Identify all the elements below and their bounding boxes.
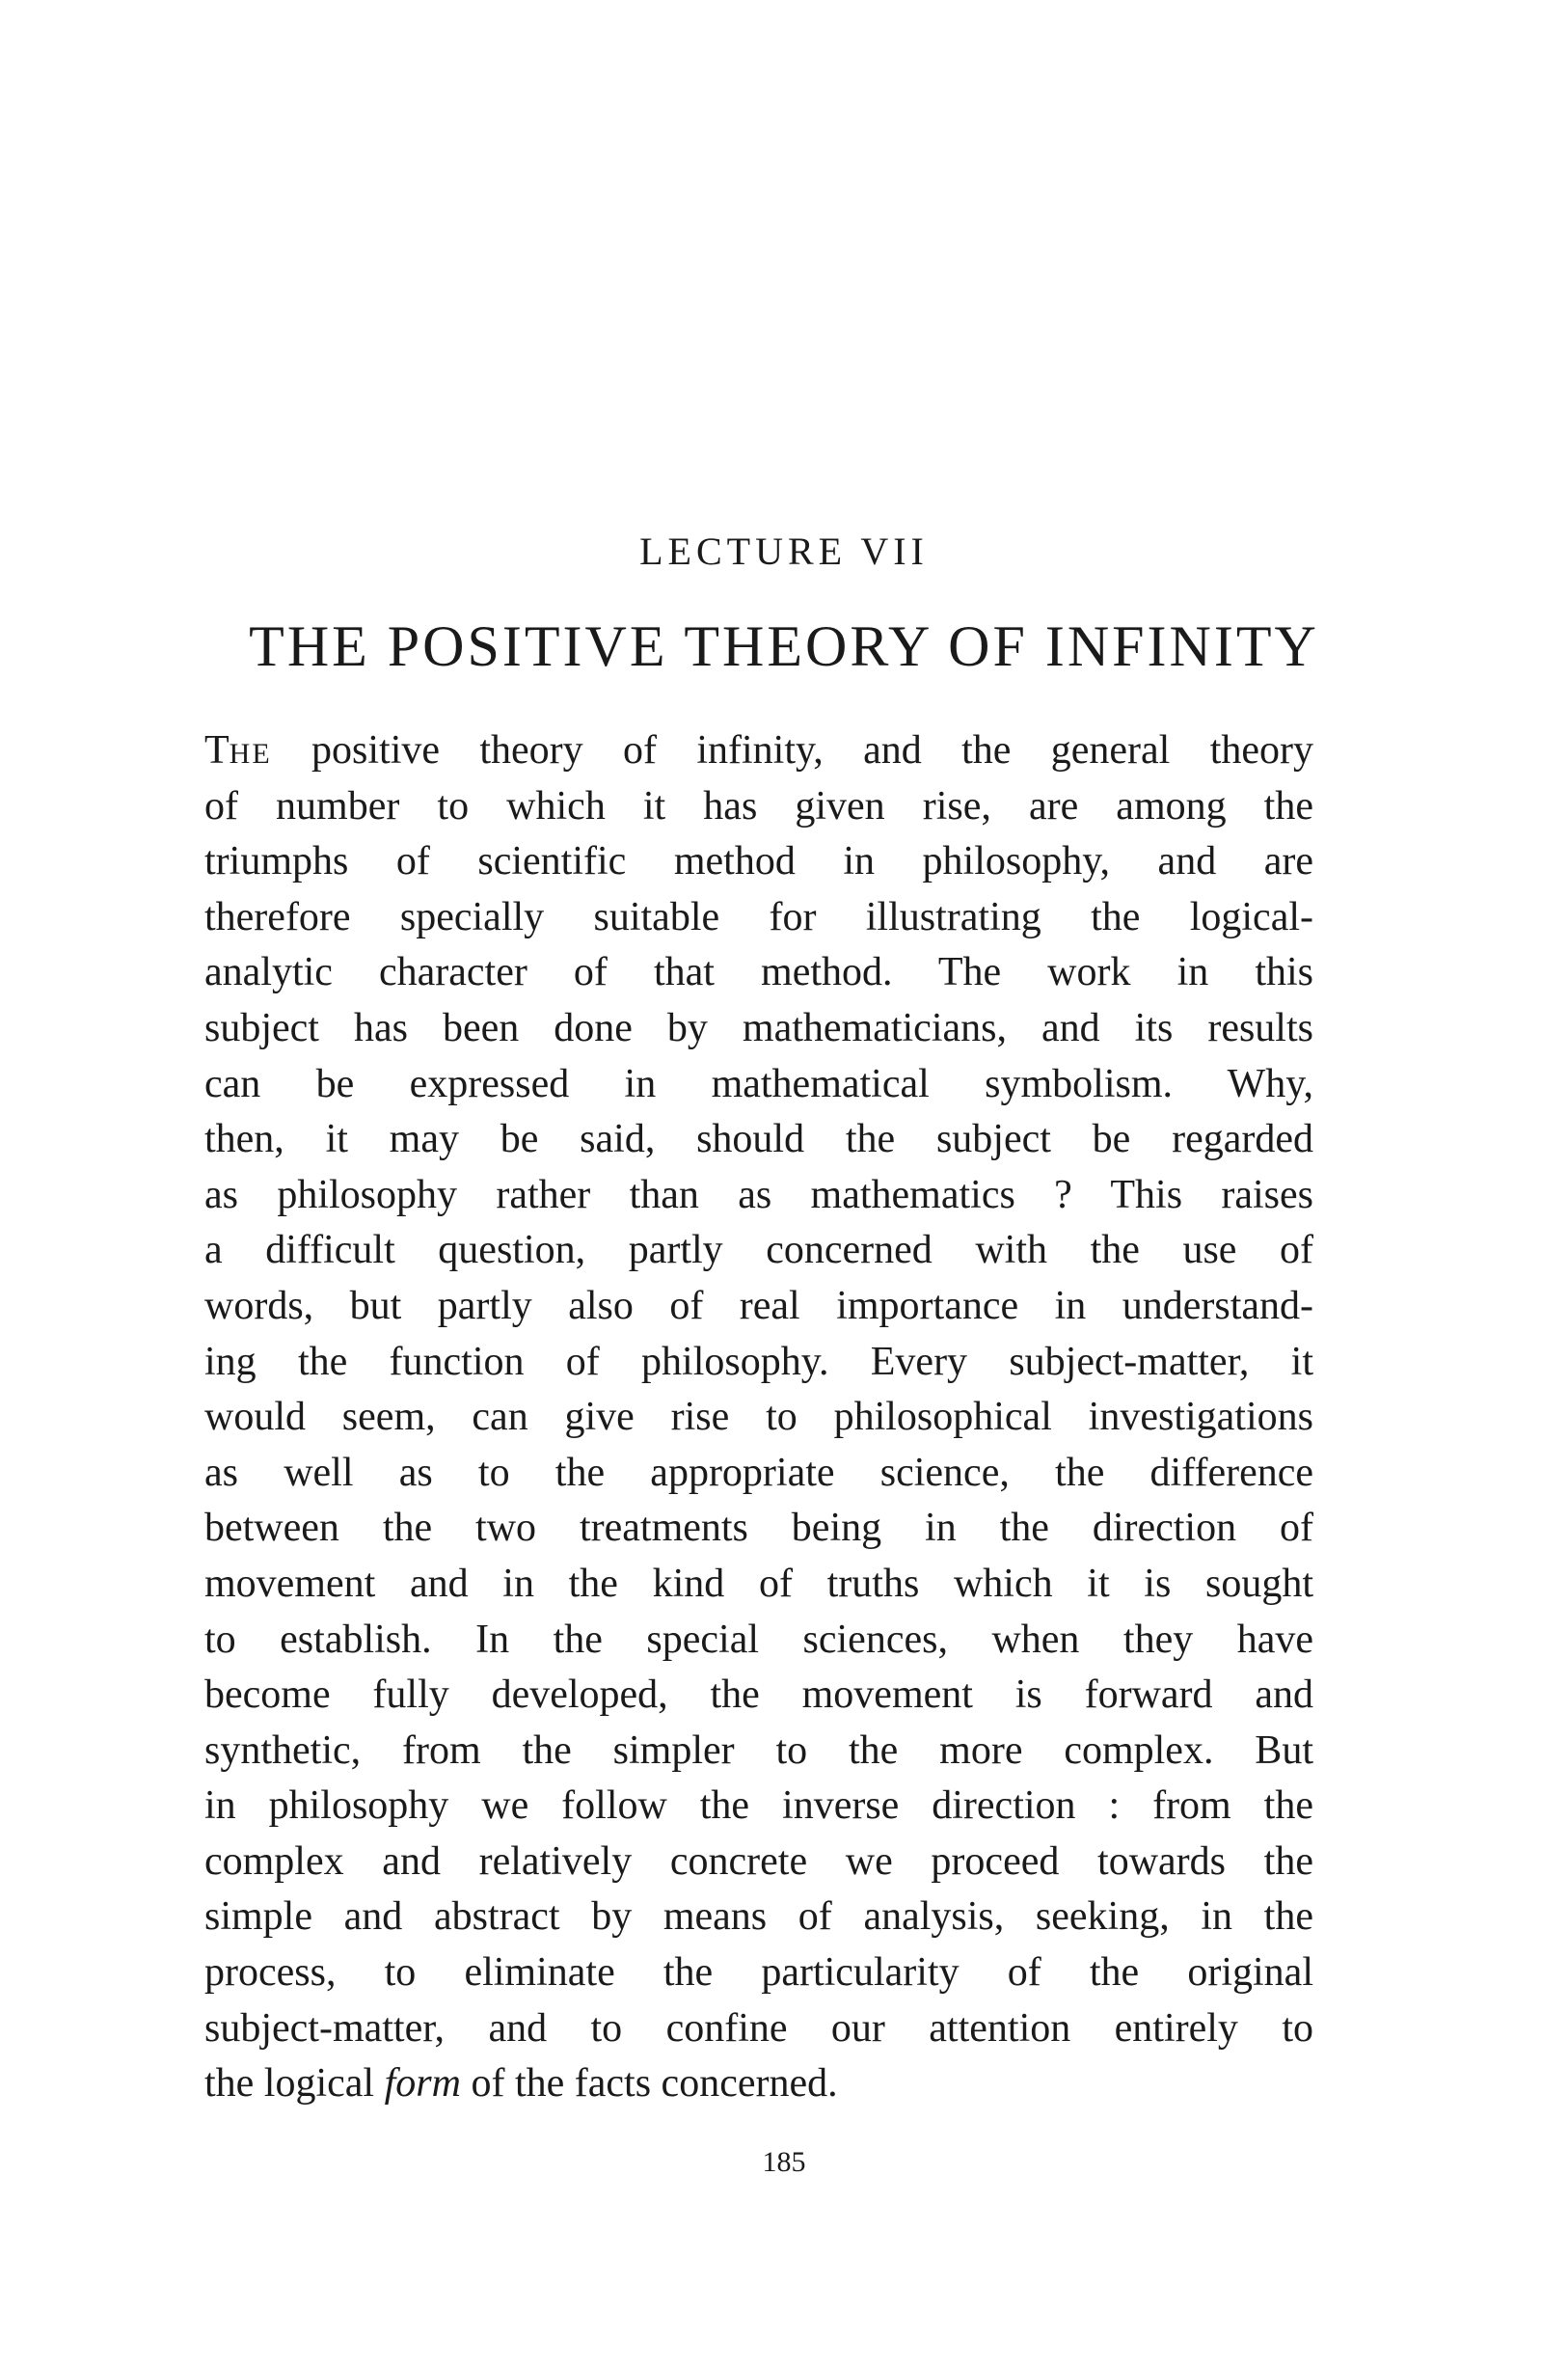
paragraph-line: THE positive theory of infinity, and the general theory [204, 728, 1313, 773]
paragraph-line: subject-matter, and to confine our attention entirely to [204, 2005, 1313, 2051]
paragraph-line: as philosophy rather than as mathematics ? This raises [204, 1172, 1313, 1217]
italic-word: form [384, 2061, 461, 2107]
paragraph-line: between the two treatments being in the direction of [204, 1506, 1313, 1551]
paragraph-line: complex and relatively concrete we proceed towards the [204, 1838, 1313, 1884]
paragraph-line: ing the function of philosophy. Every subject-matter, it [204, 1339, 1313, 1384]
paragraph-line: would seem, can give rise to philosophical investigations [204, 1395, 1313, 1440]
paragraph-line: therefore specially suitable for illustrating the logical- [204, 894, 1313, 939]
paragraph-line: become fully developed, the movement is forward and [204, 1673, 1313, 1718]
paragraph-line: as well as to the appropriate science, the difference [204, 1450, 1313, 1495]
paragraph-line: can be expressed in mathematical symbolism. Why, [204, 1061, 1313, 1106]
chapter-title: THE POSITIVE THEORY OF INFINITY [249, 614, 1319, 678]
page-number: 185 [762, 2146, 806, 2178]
paragraph-line: simple and abstract by means of analysis, seeking, in the [204, 1894, 1313, 1940]
paragraph-line: words, but partly also of real importance in understand- [204, 1283, 1313, 1328]
opening-word-initial: T [204, 728, 230, 773]
paragraph-line: analytic character of that method. The work in this [204, 950, 1313, 995]
paragraph-line: triumphs of scientific method in philosophy, and are [204, 839, 1313, 884]
paragraph-line: of number to which it has given rise, are among the [204, 783, 1313, 829]
paragraph-line: a difficult question, partly concerned with the use of [204, 1228, 1313, 1273]
lecture-label: LECTURE VII [639, 530, 929, 573]
paragraph-last-line: the logical form of the facts concerned. [204, 2061, 838, 2107]
paragraph-line: subject has been done by mathematicians, and its results [204, 1005, 1313, 1050]
paragraph-line: movement and in the kind of truths which it is sought [204, 1561, 1313, 1606]
paragraph-line: process, to eliminate the particularity of the original [204, 1950, 1313, 1996]
paragraph-line: then, it may be said, should the subject be regarded [204, 1117, 1313, 1162]
body-paragraph [204, 723, 1313, 2112]
paragraph-line: in philosophy we follow the inverse direction : from the [204, 1783, 1313, 1829]
paragraph-line: to establish. In the special sciences, when they have [204, 1617, 1313, 1662]
paragraph-line: synthetic, from the simpler to the more complex. But [204, 1727, 1313, 1773]
opening-word-rest: HE [229, 738, 272, 770]
